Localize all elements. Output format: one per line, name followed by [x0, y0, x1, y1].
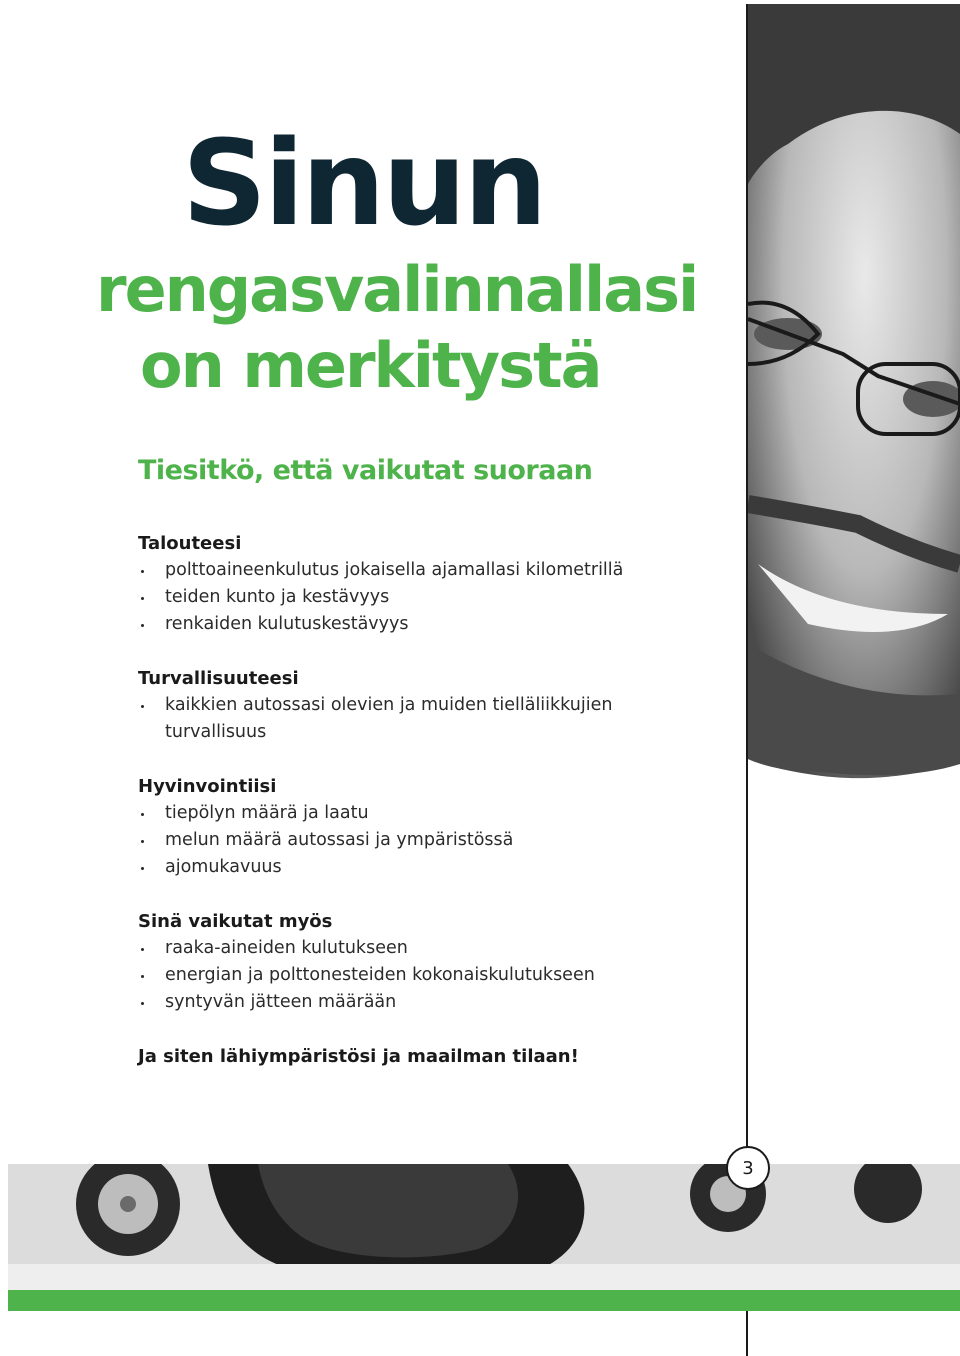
page-title: Sinun	[182, 114, 545, 252]
section-economy	[138, 530, 708, 638]
portrait-illustration	[748, 4, 960, 1164]
list-item: syntyvän jätteen määrään	[138, 989, 708, 1016]
section-heading: Turvallisuuteesi	[138, 668, 299, 689]
list-item: kaikkien autossasi olevien ja muiden tielläliikkujien turvallisuus	[138, 692, 708, 746]
page-number: 3	[726, 1146, 770, 1190]
bullet-list	[138, 692, 708, 746]
subtitle-line-2: on merkitystä	[140, 329, 601, 402]
list-item: energian ja polttonesteiden kokonaiskulutukseen	[138, 962, 708, 989]
bullet-list	[138, 800, 708, 881]
section-wellbeing	[138, 773, 708, 881]
list-item: renkaiden kulutuskestävyys	[138, 611, 708, 638]
section-safety	[138, 665, 708, 746]
tires-photo	[8, 1164, 960, 1290]
page-subtitle	[96, 252, 697, 404]
green-footer-bar	[8, 1290, 960, 1311]
content-body	[138, 530, 708, 1070]
list-item: ajomukavuus	[138, 854, 708, 881]
list-item: raaka-aineiden kulutukseen	[138, 935, 708, 962]
section-heading: Sinä vaikutat myös	[138, 911, 333, 932]
list-item: tiepölyn määrä ja laatu	[138, 800, 708, 827]
section-heading: Talouteesi	[138, 533, 242, 554]
intro-heading: Tiesitkö, että vaikutat suoraan	[138, 455, 593, 486]
list-item: polttoaineenkulutus jokaisella ajamallasi kilometrillä	[138, 557, 708, 584]
subtitle-line-1: rengasvalinnallasi	[96, 253, 698, 326]
bullet-list	[138, 935, 708, 1016]
section-also	[138, 908, 708, 1016]
tires-illustration	[8, 1164, 960, 1290]
closing-statement: Ja siten lähiympäristösi ja maailman tilaan!	[138, 1046, 579, 1067]
list-item: teiden kunto ja kestävyys	[138, 584, 708, 611]
portrait-photo	[748, 4, 960, 1164]
section-heading: Hyvinvointiisi	[138, 776, 277, 797]
bullet-list	[138, 557, 708, 638]
list-item: melun määrä autossasi ja ympäristössä	[138, 827, 708, 854]
